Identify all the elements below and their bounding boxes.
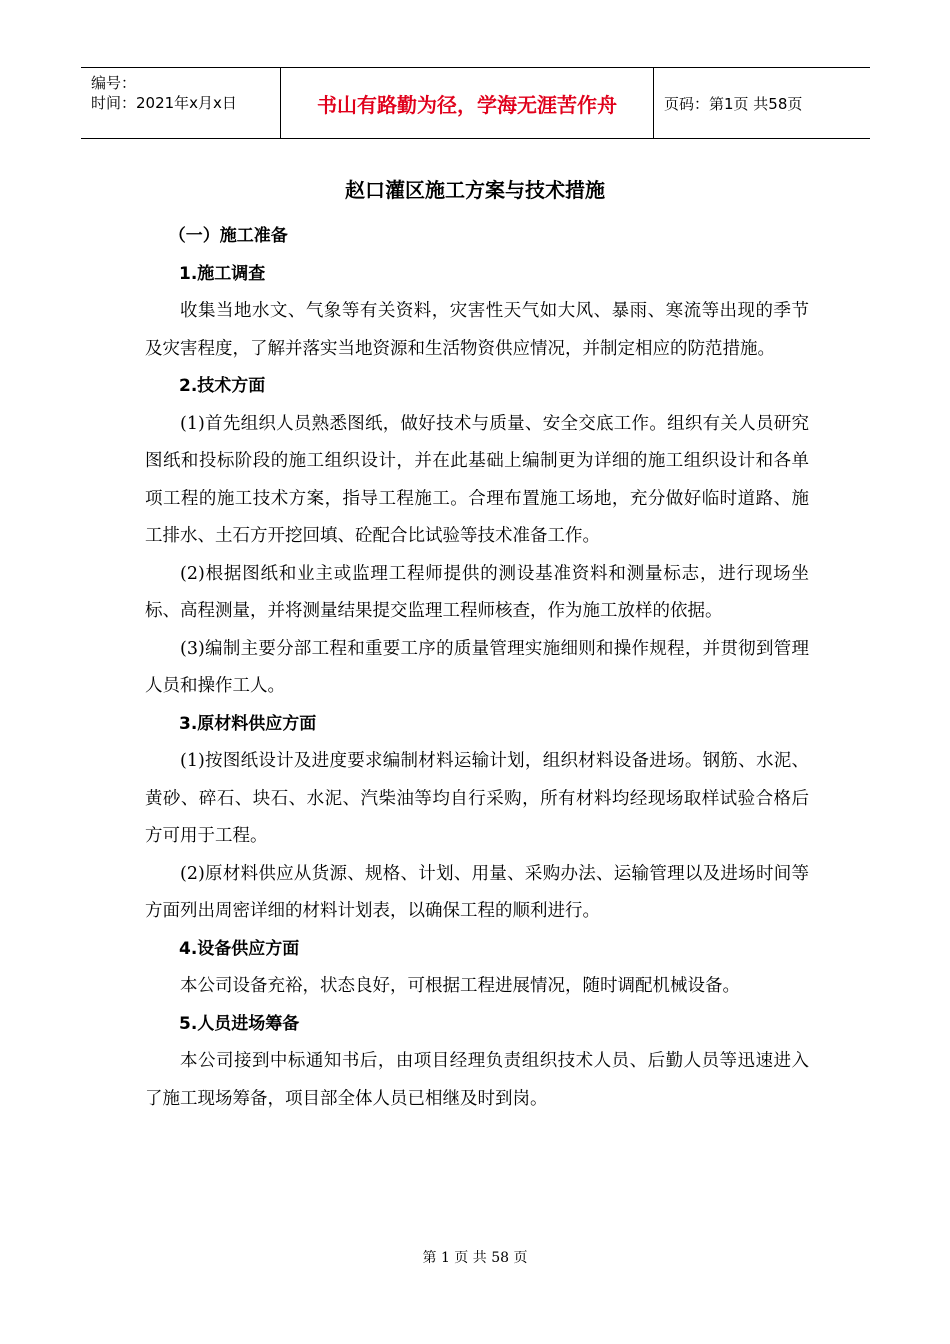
document-body [145,218,809,1118]
subsection-heading: 2.技术方面 [179,376,266,396]
body-paragraph: (3)编制主要分部工程和重要工序的质量管理实施细则和操作规程，并贯彻到管理人员和操作工人。 [145,638,809,696]
page-footer: 第 1 页 共 58 页 [422,1250,528,1266]
time-label: 时间：2021年x月x日 [91,94,237,112]
subsection-heading: 1.施工调查 [179,263,266,284]
header-motto-cell [281,68,654,138]
body-paragraph: (2)原材料供应从货源、规格、计划、用量、采购办法、运输管理以及进场时间等方面列出周密详细的材料计划表，以确保工程的顺利进行。 [145,863,809,921]
header-meta-cell [81,68,281,138]
body-paragraph: 收集当地水文、气象等有关资料，灾害性天气如大风、暴雨、寒流等出现的季节及灾害程度，了解并落实当地资源和生活物资供应情况，并制定相应的防范措施。 [145,301,809,359]
body-paragraph: (1)首先组织人员熟悉图纸，做好技术与质量、安全交底工作。组织有关人员研究图纸和投标阶段的施工组织设计，并在此基础上编制更为详细的施工组织设计和各单项工程的施工技术方案，指导工程施工。合理布置施工场地，充分做好临时道路、施工排水、土石方开挖回填、砼配合比试验等技术准备工作。 [145,413,809,546]
section-heading: （一）施工准备 [168,226,288,246]
page-info: 页码：第1页 共58页 [664,94,803,113]
header-table [81,67,870,139]
subsection-heading: 3.原材料供应方面 [179,713,317,734]
body-paragraph: (2)根据图纸和业主或监理工程师提供的测设基准资料和测量标志，进行现场坐标、高程测量，并将测量结果提交监理工程师核查，作为施工放样的依据。 [145,563,809,621]
number-label: 编号： [91,74,137,92]
header-page-cell [654,68,870,138]
subsection-heading: 4.设备供应方面 [179,938,300,959]
document-title: 赵口灌区施工方案与技术措施 [345,178,605,202]
body-paragraph: (1)按图纸设计及进度要求编制材料运输计划，组织材料设备进场。钢筋、水泥、黄砂、碎石、块石、水泥、汽柴油等均自行采购，所有材料均经现场取样试验合格后方可用于工程。 [145,751,809,846]
motto-text: 书山有路勤为径，学海无涯苦作舟 [317,92,617,117]
body-paragraph: 本公司接到中标通知书后，由项目经理负责组织技术人员、后勤人员等迅速进入了施工现场筹备，项目部全体人员已相继及时到岗。 [145,1051,809,1109]
subsection-heading: 5.人员进场筹备 [179,1013,300,1034]
body-paragraph: 本公司设备充裕，状态良好，可根据工程进展情况，随时调配机械设备。 [180,976,740,996]
